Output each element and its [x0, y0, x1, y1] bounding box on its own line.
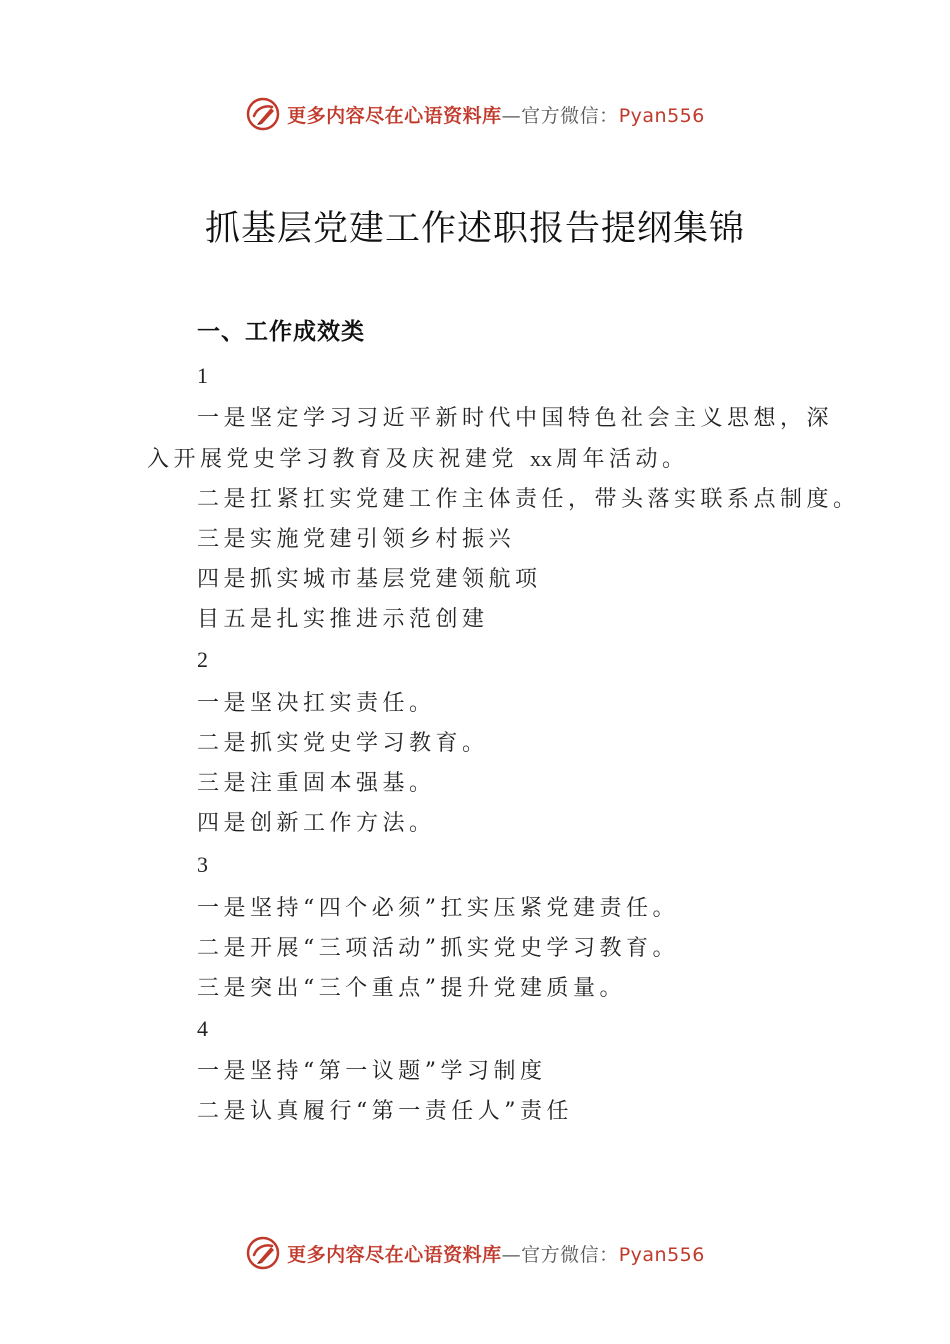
- pen-logo-icon: [245, 96, 281, 132]
- watermark-wechat-id: Pyan556: [618, 104, 705, 127]
- document-title: 抓基层党建工作述职报告提纲集锦: [204, 209, 745, 249]
- watermark-separator: —: [501, 1243, 522, 1266]
- list-item: 一是坚决扛实责任。: [197, 691, 436, 716]
- list-item: 三是突出“三个重点”提升党建质量。: [197, 976, 626, 1001]
- list-item: 一是坚持“四个必须”扛实压紧党建责任。: [197, 896, 679, 921]
- list-item: 二是认真履行“第一责任人”责任: [197, 1099, 573, 1124]
- group-number: 3: [197, 852, 208, 877]
- group-number: 1: [197, 363, 208, 388]
- header-watermark: [0, 94, 950, 134]
- list-item: 三是实施党建引领乡村振兴: [197, 527, 516, 552]
- section-heading: 一、工作成效类: [197, 319, 365, 345]
- watermark-text: [287, 101, 705, 128]
- watermark-brand: 更多内容尽在心语资料库: [287, 1243, 502, 1266]
- list-item-placeholder: xx: [530, 446, 553, 471]
- watermark-label: 官方微信：: [521, 104, 619, 127]
- list-item: 一是坚持“第一议题”学习制度: [197, 1059, 547, 1084]
- list-item: 二是开展“三项活动”抓实党史学习教育。: [197, 936, 679, 961]
- list-item-continuation: [147, 445, 689, 474]
- watermark-separator: —: [501, 104, 522, 127]
- list-item-text: 入开展党史学习教育及庆祝建党: [147, 447, 519, 472]
- list-item: 二是抓实党史学习教育。: [197, 731, 489, 756]
- watermark-brand: 更多内容尽在心语资料库: [287, 104, 502, 127]
- list-item: 目五是扎实推进示范创建: [197, 607, 489, 632]
- list-item-text: 周年活动。: [556, 447, 689, 472]
- list-item: 三是注重固本强基。: [197, 771, 436, 796]
- watermark-text: [287, 1240, 705, 1267]
- group-number: 4: [197, 1016, 208, 1041]
- list-item: 二是扛紧扛实党建工作主体责任，带头落实联系点制度。: [197, 487, 860, 512]
- list-item: 一是坚定学习习近平新时代中国特色社会主义思想，深: [197, 406, 834, 431]
- group-number: 2: [197, 647, 208, 672]
- watermark-label: 官方微信：: [521, 1243, 619, 1266]
- list-item: 四是抓实城市基层党建领航项: [197, 567, 542, 592]
- list-item: 四是创新工作方法。: [197, 811, 436, 836]
- footer-watermark: [0, 1233, 950, 1273]
- pen-logo-icon: [245, 1235, 281, 1271]
- watermark-wechat-id: Pyan556: [618, 1243, 705, 1266]
